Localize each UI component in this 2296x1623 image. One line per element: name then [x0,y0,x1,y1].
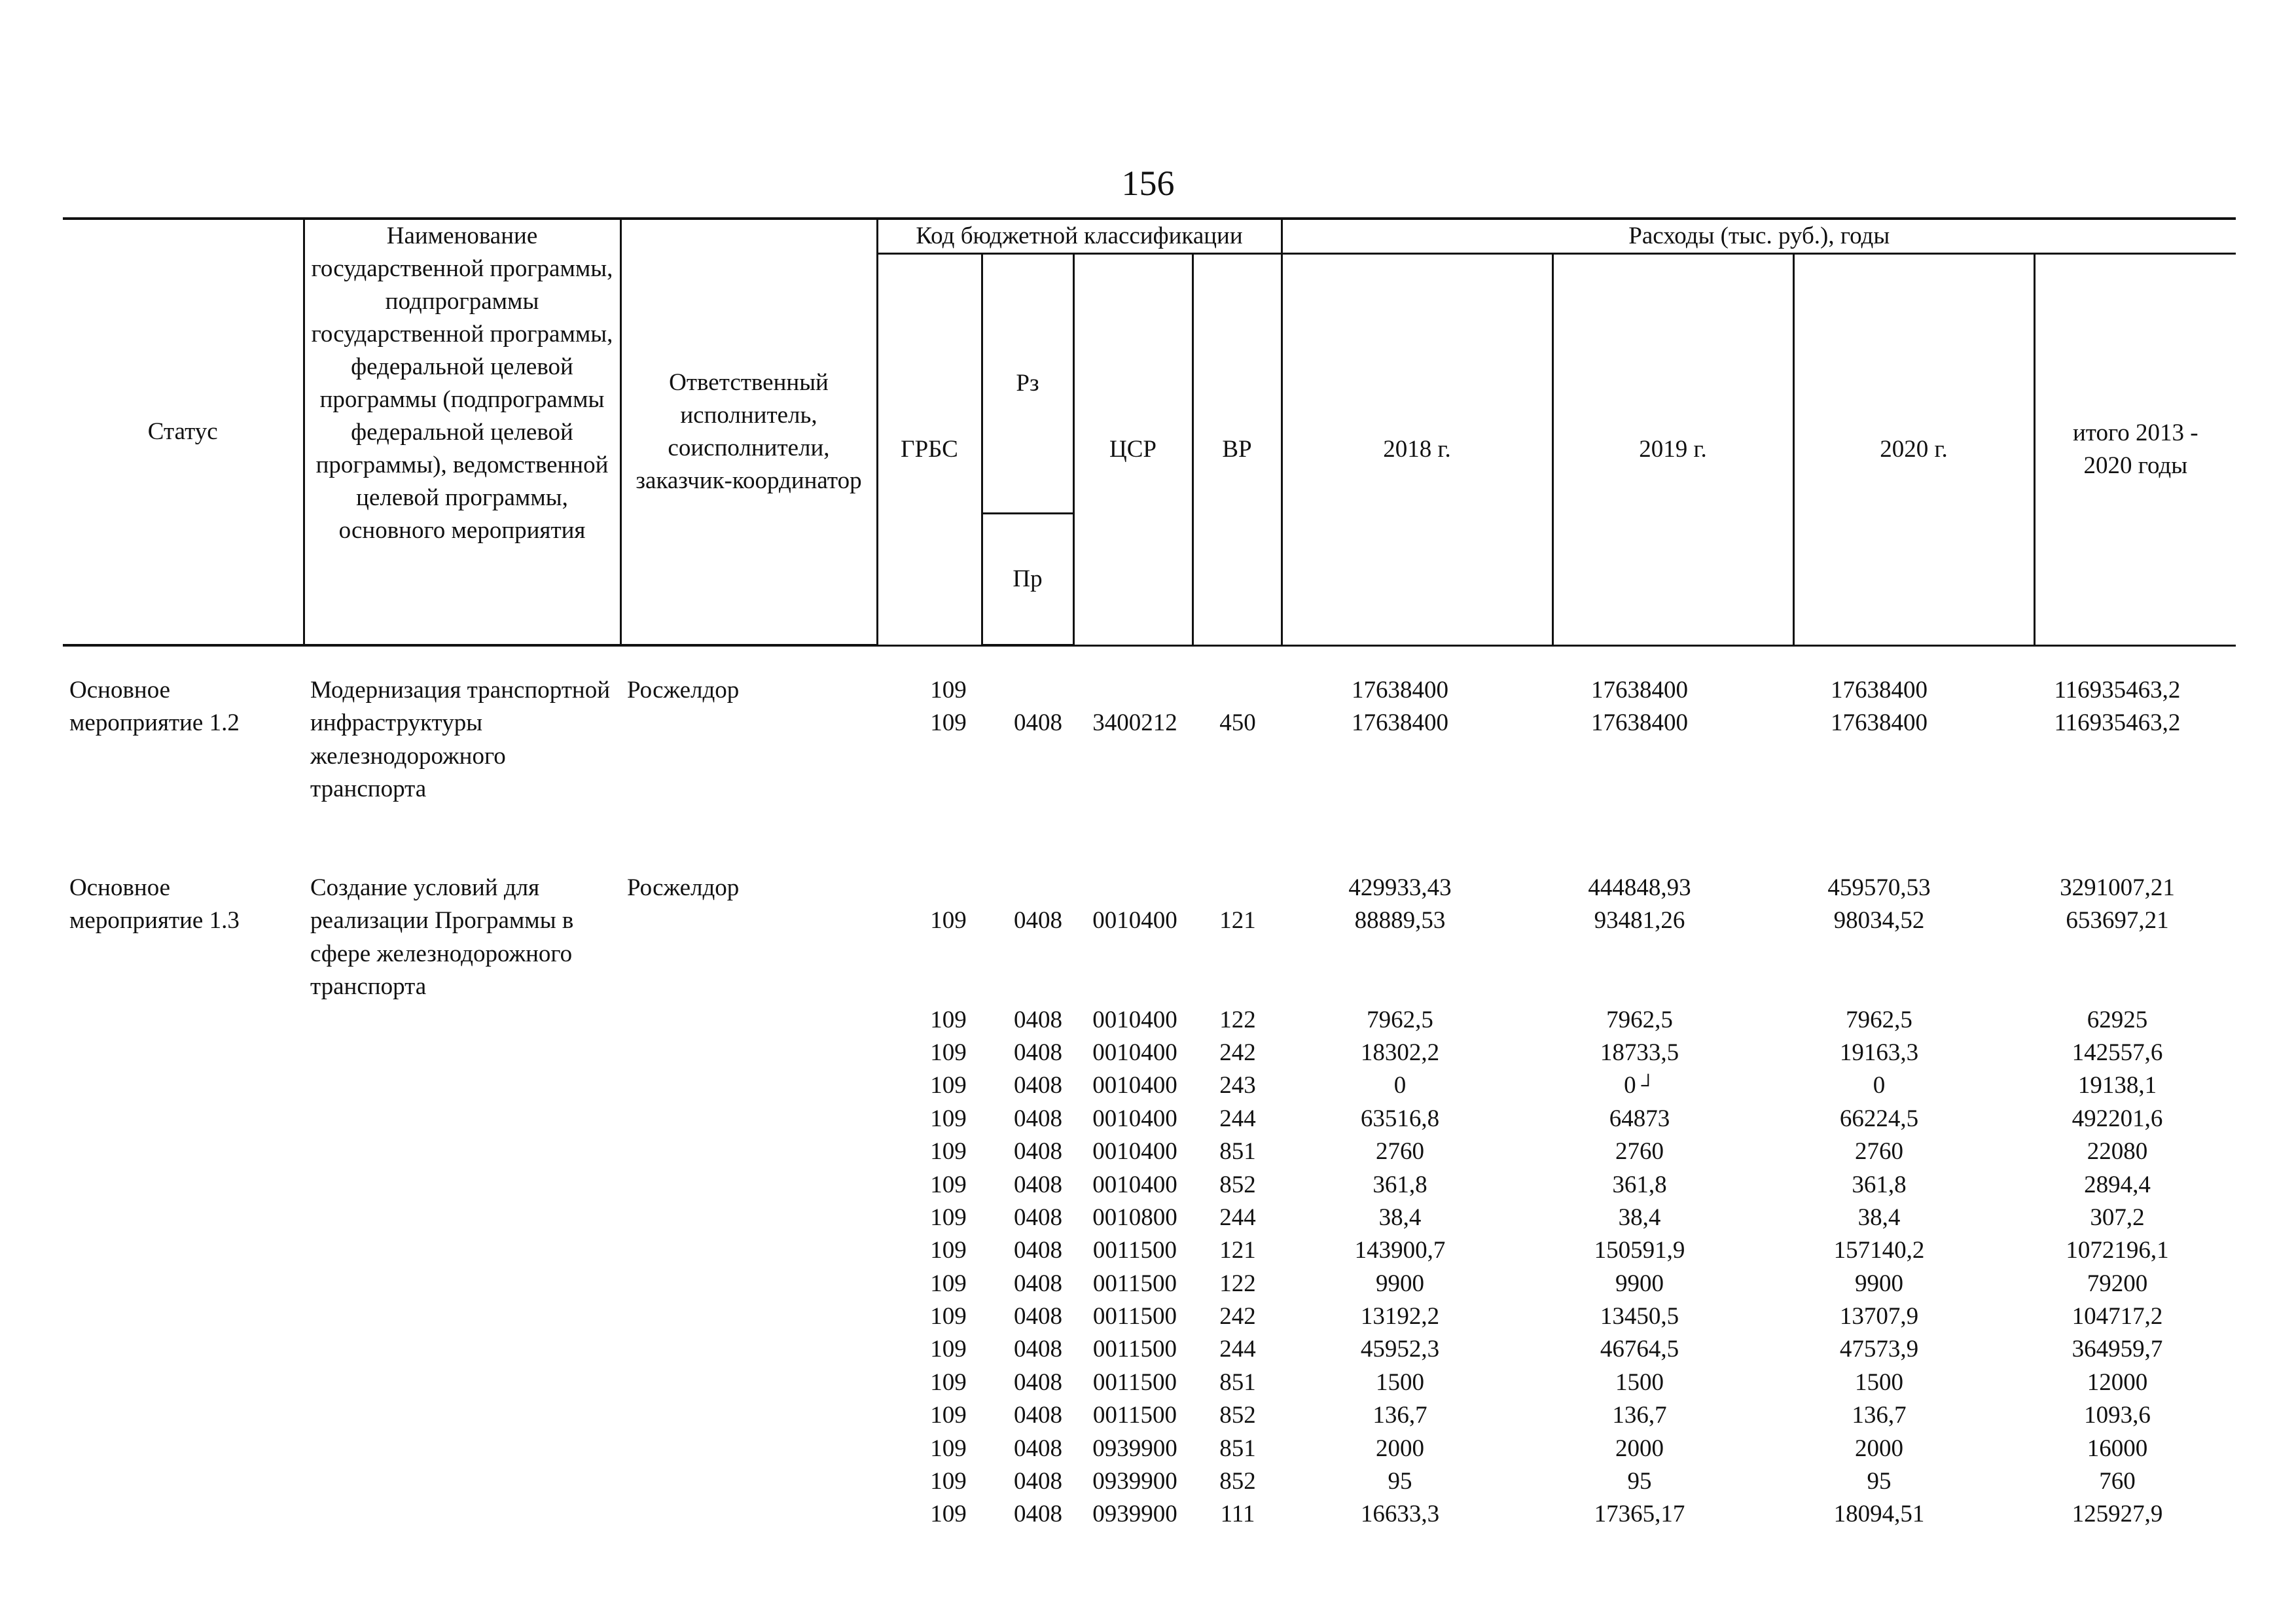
cell-total: 142557,6 [2072,1039,2163,1066]
cell-2019: 2760 [1615,1138,1664,1166]
cell-2018: 88889,53 [1354,907,1446,935]
cell-total: 760 [2099,1468,2136,1495]
table-row [63,904,2236,937]
table-row [63,1103,2236,1135]
cell-2018: 429933,43 [1348,874,1452,901]
header-csr: ЦСР [1073,254,1193,646]
cell-2018: 17638400 [1352,709,1448,737]
cell-csr: 0011500 [1092,1402,1177,1429]
cell-2019: 38,4 [1618,1204,1661,1231]
cell-grbs: 109 [930,1105,967,1132]
cell-2018: 136,7 [1372,1402,1427,1429]
cell-total: 79200 [2087,1270,2148,1297]
table-row [63,1135,2236,1168]
header-expenses: Расходы (тыс. руб.), годы [1282,219,2236,254]
cell-2019 [1520,1069,1759,1102]
cell-vr: 243 [1219,1072,1256,1099]
cell-2020: 0 [1873,1072,1886,1099]
cell-grbs: 109 [930,1468,967,1495]
cell-2020: 19163,3 [1839,1039,1919,1066]
row-status: Основное мероприятие 1.3 [69,874,240,935]
cell-2018: 2760 [1376,1138,1424,1166]
header-vr: ВР [1193,254,1282,646]
row-program-name: Создание условий для реализации Программы в сфере железнодорожного транспорта [310,874,574,1001]
cell-vr: 244 [1219,1336,1256,1363]
cell-vr: 851 [1219,1138,1256,1166]
row-responsible: Росжелдор [627,874,740,901]
cell-total: 104717,2 [2072,1303,2163,1330]
cell-pr: 0408 [1014,1105,1062,1132]
cell-pr: 0408 [1014,1368,1062,1396]
cell-2020: 136,7 [1852,1402,1907,1429]
table-row [63,1433,2236,1465]
table-row [63,1234,2236,1267]
cell-2018: 7962,5 [1367,1006,1433,1033]
cell-csr: 0010400 [1092,1171,1177,1198]
table-row [63,1300,2236,1333]
row-responsible: Росжелдор [627,677,740,704]
cell-vr: 111 [1220,1501,1255,1528]
row-program-name: Модернизация транспортной инфраструктуры железнодорожного транспорта [310,677,611,803]
table-row [63,707,2236,740]
cell-2018: 361,8 [1372,1171,1427,1198]
cell-2018: 63516,8 [1360,1105,1440,1132]
scan-mark: ┘ [1641,1075,1655,1097]
cell-pr: 0408 [1014,1072,1062,1099]
cell-grbs: 109 [930,907,967,935]
cell-2020: 98034,52 [1833,907,1925,935]
table-row [63,1399,2236,1432]
cell-2019: 9900 [1615,1270,1664,1297]
table-row [63,674,2236,707]
cell-2020: 9900 [1855,1270,1903,1297]
cell-2020: 66224,5 [1839,1105,1919,1132]
cell-vr: 852 [1219,1171,1256,1198]
cell-pr: 0408 [1014,1336,1062,1363]
cell-2019: 17638400 [1591,677,1688,704]
cell-2020: 17638400 [1831,677,1928,704]
cell-pr: 0408 [1014,1237,1062,1264]
cell-csr: 0939900 [1092,1468,1177,1495]
cell-vr: 851 [1219,1435,1256,1462]
cell-total: 16000 [2087,1435,2148,1462]
cell-2019: 361,8 [1612,1171,1667,1198]
cell-2019: 444848,93 [1588,874,1691,901]
table-row [63,1004,2236,1037]
cell-pr: 0408 [1014,1171,1062,1198]
cell-2020: 47573,9 [1839,1336,1919,1363]
cell-total: 653697,21 [2066,907,2169,935]
cell-2020: 95 [1867,1468,1892,1495]
cell-total: 116935463,2 [2054,709,2181,737]
cell-2018: 9900 [1376,1270,1424,1297]
cell-total: 12000 [2087,1368,2148,1396]
cell-2018: 45952,3 [1360,1336,1440,1363]
table-block [63,872,2236,1531]
header-responsible: Ответственный исполнитель, соисполнители, заказчик-координатор [620,219,877,645]
table-row [63,1202,2236,1234]
cell-vr: 121 [1219,1237,1256,1264]
table-header [63,217,2236,647]
cell-pr: 0408 [1014,1402,1062,1429]
cell-2018: 1500 [1376,1368,1424,1396]
cell-vr: 242 [1219,1039,1256,1066]
cell-2018: 143900,7 [1354,1237,1446,1264]
cell-2019: 17638400 [1591,709,1688,737]
page-number: 156 [1121,164,1175,203]
cell-total: 1093,6 [2084,1402,2151,1429]
cell-total: 3291007,21 [2060,874,2175,901]
cell-grbs: 109 [930,1501,967,1528]
cell-vr: 244 [1219,1204,1256,1231]
table-row [63,1366,2236,1399]
cell-2018: 0 [1393,1072,1407,1099]
cell-2019: 95 [1627,1468,1652,1495]
cell-2020: 2000 [1855,1435,1903,1462]
cell-csr: 0939900 [1092,1501,1177,1528]
cell-csr: 0011500 [1092,1270,1177,1297]
cell-vr: 122 [1219,1270,1256,1297]
cell-2018: 18302,2 [1360,1039,1440,1066]
table-body [63,674,2236,1531]
cell-pr: 0408 [1014,1039,1062,1066]
cell-2019: 136,7 [1612,1402,1667,1429]
cell-2019: 1500 [1615,1368,1664,1396]
cell-vr: 852 [1219,1468,1256,1495]
cell-2020: 18094,51 [1833,1501,1925,1528]
cell-total: 19138,1 [2077,1072,2157,1099]
cell-csr: 0011500 [1092,1237,1177,1264]
header-year-2019: 2019 г. [1552,254,1793,646]
cell-grbs: 109 [930,1006,967,1033]
table-block [63,674,2236,872]
header-grbs: ГРБС [877,254,982,646]
cell-2019: 7962,5 [1606,1006,1673,1033]
cell-total: 1072196,1 [2066,1237,2169,1264]
cell-pr: 0408 [1014,709,1062,737]
cell-csr: 0010400 [1092,1072,1177,1099]
cell-grbs: 109 [930,1072,967,1099]
cell-2019: 17365,17 [1594,1501,1685,1528]
cell-total: 2894,4 [2084,1171,2151,1198]
cell-2019: 64873 [1609,1105,1670,1132]
header-budget-code: Код бюджетной классификации [877,219,1282,254]
cell-csr: 0011500 [1092,1336,1177,1363]
cell-grbs: 109 [930,1039,967,1066]
cell-pr: 0408 [1014,1270,1062,1297]
cell-2018: 2000 [1376,1435,1424,1462]
cell-csr: 0010400 [1092,1006,1177,1033]
cell-total: 22080 [2087,1138,2148,1166]
cell-2018: 95 [1388,1468,1412,1495]
cell-2020: 38,4 [1857,1204,1901,1231]
cell-vr: 244 [1219,1105,1256,1132]
cell-pr: 0408 [1014,1468,1062,1495]
cell-grbs: 109 [930,709,967,737]
cell-2020: 459570,53 [1827,874,1931,901]
cell-2020: 157140,2 [1833,1237,1925,1264]
table-row [63,1169,2236,1202]
header-status: Статус [63,219,304,645]
cell-2019: 18733,5 [1600,1039,1679,1066]
table-row [63,1069,2236,1102]
cell-grbs: 109 [930,1138,967,1166]
cell-vr: 851 [1219,1368,1256,1396]
table-row [63,1498,2236,1531]
cell-csr: 3400212 [1092,709,1177,737]
cell-total: 125927,9 [2072,1501,2163,1528]
table-row [63,1465,2236,1498]
table-row [63,1333,2236,1366]
cell-total: 307,2 [2090,1204,2145,1231]
table-row [63,872,2236,904]
cell-vr: 122 [1219,1006,1256,1033]
cell-pr: 0408 [1014,1435,1062,1462]
cell-csr: 0939900 [1092,1435,1177,1462]
cell-csr: 0010400 [1092,907,1177,935]
cell-2018: 13192,2 [1360,1303,1440,1330]
cell-vr: 121 [1219,907,1256,935]
cell-pr: 0408 [1014,1006,1062,1033]
cell-grbs: 109 [930,1435,967,1462]
cell-vr: 450 [1219,709,1256,737]
cell-pr: 0408 [1014,1138,1062,1166]
cell-2018: 17638400 [1352,677,1448,704]
cell-2020: 361,8 [1852,1171,1907,1198]
cell-csr: 0010400 [1092,1138,1177,1166]
cell-pr: 0408 [1014,907,1062,935]
cell-2018: 38,4 [1378,1204,1422,1231]
cell-csr: 0011500 [1092,1303,1177,1330]
cell-csr: 0010400 [1092,1039,1177,1066]
cell-2019: 93481,26 [1594,907,1685,935]
table-row [63,1037,2236,1069]
cell-grbs: 109 [930,1204,967,1231]
cell-csr: 0010800 [1092,1204,1177,1231]
cell-2019: 46764,5 [1600,1336,1679,1363]
cell-csr: 0010400 [1092,1105,1177,1132]
cell-total: 364959,7 [2072,1336,2163,1363]
cell-pr: 0408 [1014,1303,1062,1330]
cell-grbs: 109 [930,1171,967,1198]
cell-2020: 13707,9 [1839,1303,1919,1330]
cell-grbs: 109 [930,1368,967,1396]
cell-vr: 852 [1219,1402,1256,1429]
cell-2020: 7962,5 [1846,1006,1912,1033]
cell-grbs: 109 [930,1237,967,1264]
table-row [63,1268,2236,1300]
header-total: итого 2013 - 2020 годы [2034,254,2236,646]
header-year-2018: 2018 г. [1282,254,1552,646]
cell-2019: 13450,5 [1600,1303,1679,1330]
header-pr: Пр [982,514,1073,646]
cell-pr: 0408 [1014,1501,1062,1528]
cell-2020: 17638400 [1831,709,1928,737]
cell-pr: 0408 [1014,1204,1062,1231]
cell-2020: 2760 [1855,1138,1903,1166]
cell-2020: 1500 [1855,1368,1903,1396]
cell-grbs: 109 [930,1402,967,1429]
cell-total: 62925 [2087,1006,2148,1033]
header-year-2020: 2020 г. [1793,254,2034,646]
cell-2019: 150591,9 [1594,1237,1685,1264]
cell-grbs: 109 [930,677,967,704]
cell-2019-value: 0 [1624,1072,1636,1099]
cell-total: 492201,6 [2072,1105,2163,1132]
cell-csr: 0011500 [1092,1368,1177,1396]
header-rz: Рз [982,254,1073,514]
cell-2018: 16633,3 [1360,1501,1440,1528]
cell-grbs: 109 [930,1303,967,1330]
header-program-name: Наименование государственной программы, подпрограммы государственной программы, федеральной целевой программы (подпрограммы федеральной целевой программы), ведомственной целевой программы, основного мероприятия [304,219,620,645]
cell-2019: 2000 [1615,1435,1664,1462]
row-status: Основное мероприятие 1.2 [69,677,240,737]
cell-grbs: 109 [930,1270,967,1297]
cell-vr: 242 [1219,1303,1256,1330]
cell-grbs: 109 [930,1336,967,1363]
cell-total: 116935463,2 [2054,677,2181,704]
